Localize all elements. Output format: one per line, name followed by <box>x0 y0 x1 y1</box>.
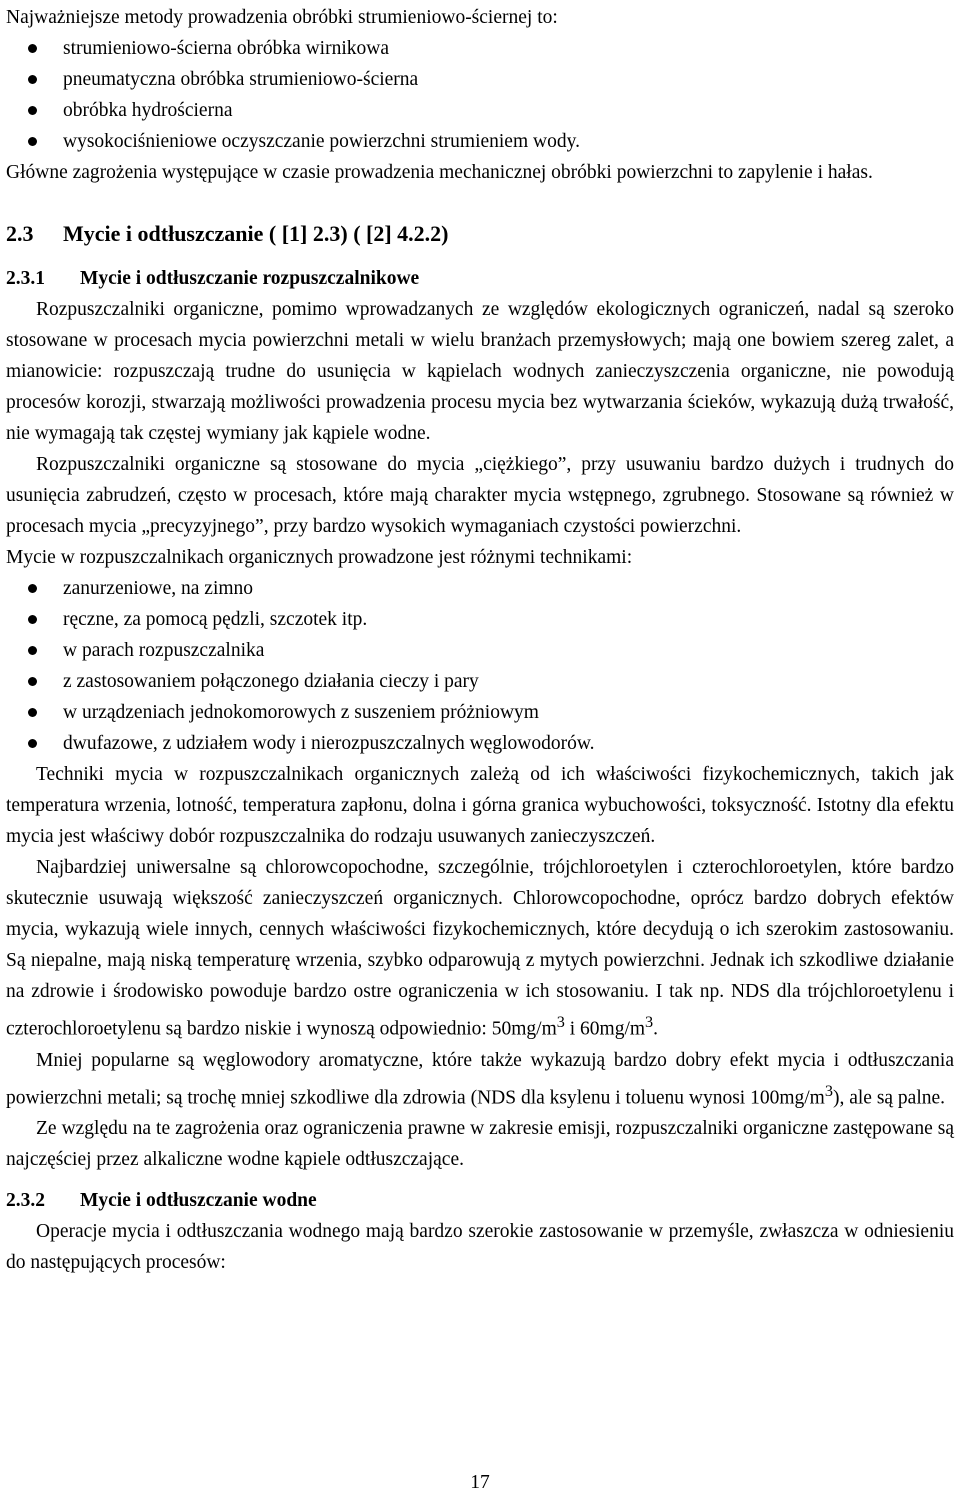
bullet-icon <box>28 44 37 53</box>
list-item: w parach rozpuszczalnika <box>6 635 954 666</box>
list-item: ręczne, za pomocą pędzli, szczotek itp. <box>6 604 954 635</box>
bullet-icon <box>28 75 37 84</box>
hazards-paragraph: Główne zagrożenia występujące w czasie prowadzenia mechanicznej obróbki powierzchni to zapylenie i hałas. <box>6 162 873 183</box>
solvents-usage-paragraph: Rozpuszczalniki organiczne są stosowane do mycia „ciężkiego”, przy usuwaniu bardzo dużych i trudnych do usunięcia zabrudzeń, często w procesach, które mają charakter mycia wstępnego, zgrubnego. Stosowane są również w procesach mycia „precyzyjnego”, przy bardzo wysokich wymaganiach czystości powierzchni. <box>6 454 954 537</box>
list-item: strumieniowo-ścierna obróbka wirnikowa <box>6 33 954 64</box>
aromatic-hydrocarbons-paragraph: Mniej popularne są węglowodory aromatyczne, które także wykazują bardzo dobry efekt mycia i odtłuszczania powierzchni metali; są trochę mniej szkodliwe dla zdrowia (NDS dla ksylenu i toluenu wynosi $100mg/m^3$), ale są palne. <box>6 1049 954 1108</box>
abrasive-methods-list <box>6 33 954 157</box>
bullet-icon <box>28 708 37 717</box>
bullet-icon <box>28 739 37 748</box>
bullet-icon <box>28 615 37 624</box>
bullet-icon <box>28 106 37 115</box>
aqueous-cleaning-paragraph: Operacje mycia i odtłuszczania wodnego mają bardzo szerokie zastosowanie w przemyśle, zwłaszcza w odniesieniu do następujących procesów: <box>6 1221 954 1273</box>
document-page <box>6 0 954 1278</box>
intro-paragraph: Najważniejsze metody prowadzenia obróbki strumieniowo-ściernej to: <box>6 7 558 28</box>
list-item: pneumatyczna obróbka strumieniowo-ścierna <box>6 64 954 95</box>
list-item: dwufazowe, z udziałem wody i nierozpuszczalnych węglowodorów. <box>6 728 954 759</box>
section-heading-2-3-2: 2.3.2 Mycie i odtłuszczanie wodne <box>6 1190 317 1211</box>
techniques-properties-paragraph: Techniki mycia w rozpuszczalnikach organicznych zależą od ich właściwości fizykochemicznych, takich jak temperatura wrzenia, lotność, temperatura zapłonu, dolna i górna granica wybuchowości, toksyczność. Istotny dla efektu mycia jest właściwy dobór rozpuszczalnika do rodzaju usuwanych zanieczyszczeń. <box>6 764 954 847</box>
bullet-icon <box>28 677 37 686</box>
techniques-intro-paragraph: Mycie w rozpuszczalnikach organicznych prowadzone jest różnymi technikami: <box>6 547 633 568</box>
list-item: z zastosowaniem połączonego działania cieczy i pary <box>6 666 954 697</box>
list-item: w urządzeniach jednokomorowych z suszeniem próżniowym <box>6 697 954 728</box>
page-number: 17 <box>470 1472 490 1493</box>
list-item: obróbka hydrościerna <box>6 95 954 126</box>
bullet-icon <box>28 137 37 146</box>
solvents-advantages-paragraph: Rozpuszczalniki organiczne, pomimo wprowadzanych ze względów ekologicznych ograniczeń, nadal są szeroko stosowane w procesach mycia powierzchni metali w wielu branżach przemysłowych; mają one bowiem szereg zalet, a mianowicie: rozpuszczają trudne do usunięcia w kąpielach wodnych zanieczyszczenia organiczne, nie powodują procesów korozji, stwarzają możliwości prowadzenia procesu mycia bez wytwarzania ścieków, wykazują dużą trwałość, nie wymagają tak częstej wymiany jak kąpiele wodne. <box>6 299 954 444</box>
bullet-icon <box>28 584 37 593</box>
halogen-derivatives-paragraph: Najbardziej uniwersalne są chlorowcopochodne, szczególnie, trójchloroetylen i czterochloroetylen, które bardzo skutecznie usuwają większość zanieczyszczeń organicznych. Chlorowcopochodne, oprócz bardzo dobrych efektów mycia, wykazują wiele innych, cennych właściwości fizykochemicznych, które decydują o ich szerokim zastosowaniu. Są niepalne, mają niską temperaturę wrzenia, szybko odparowują z mytych powierzchni. Jednak ich szkodliwe działanie na zdrowie i środowisko powoduje bardzo ostre ograniczenia w ich stosowaniu. I tak np. NDS dla trójchloroetylenu i czterochloroetylenu są bardzo niskie i wynoszą odpowiednio: $50mg/m^3$ i $60mg/m^3$. <box>6 857 954 1040</box>
bullet-icon <box>28 646 37 655</box>
alkaline-baths-paragraph: Ze względu na te zagrożenia oraz ograniczenia prawne w zakresie emisji, rozpuszczalniki organiczne zastępowane są najczęściej przez alkaliczne wodne kąpiele odtłuszczające. <box>6 1118 954 1170</box>
section-heading-2-3: 2.3 Mycie i odtłuszczanie ( [1] 2.3) ( [2] 4.2.2) <box>6 221 449 246</box>
techniques-list <box>6 573 954 759</box>
section-heading-2-3-1: 2.3.1 Mycie i odtłuszczanie rozpuszczalnikowe <box>6 268 420 289</box>
list-item: zanurzeniowe, na zimno <box>6 573 954 604</box>
list-item: wysokociśnieniowe oczyszczanie powierzchni strumieniem wody. <box>6 126 954 157</box>
